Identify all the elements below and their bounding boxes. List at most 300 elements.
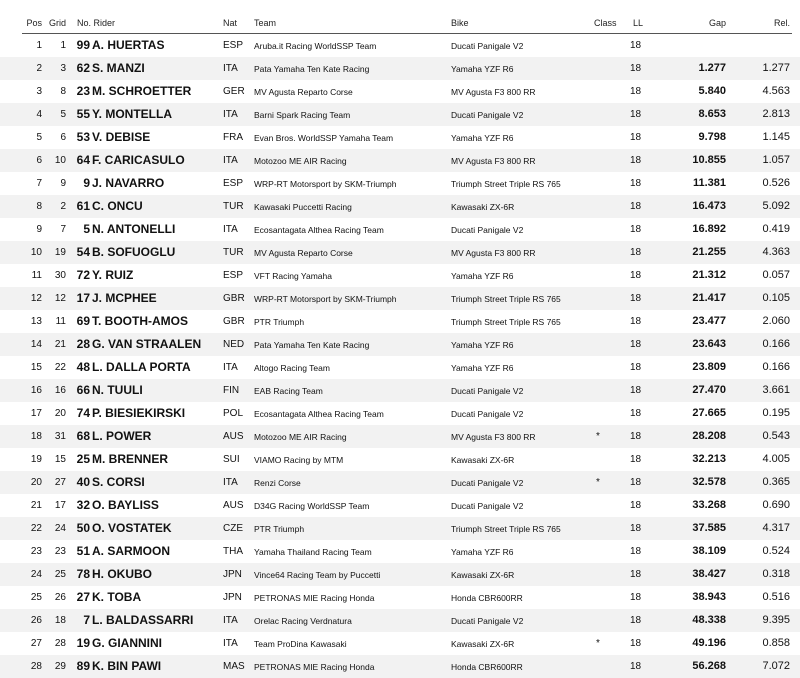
number-cell: 51	[76, 544, 90, 558]
table-row	[0, 402, 800, 425]
nat-cell: FRA	[223, 132, 243, 143]
pos-cell: 2	[36, 63, 42, 74]
nat-cell: TUR	[223, 247, 244, 258]
class-cell: *	[596, 431, 600, 442]
number-cell: 53	[76, 130, 90, 144]
rel-cell: 1.277	[762, 62, 790, 74]
table-header	[0, 16, 800, 32]
pos-cell: 15	[30, 362, 42, 373]
rider-name: A. SARMOON	[92, 544, 170, 558]
team-cell: PTR Triumph	[254, 317, 305, 327]
team-cell: Yamaha Thailand Racing Team	[254, 547, 372, 557]
team-cell: MV Agusta Reparto Corse	[254, 87, 353, 97]
nat-cell: JPN	[223, 592, 242, 603]
rel-cell: 0.690	[762, 499, 790, 511]
rider-name: S. CORSI	[92, 475, 145, 489]
table-row	[0, 632, 800, 655]
pos-cell: 18	[30, 431, 42, 442]
bike-cell: Yamaha YZF R6	[451, 133, 514, 143]
laps-cell: 18	[630, 155, 642, 166]
number-cell: 19	[76, 636, 90, 650]
pos-cell: 19	[30, 454, 42, 465]
bike-cell: Ducati Panigale V2	[451, 225, 524, 235]
gap-cell: 28.208	[692, 430, 726, 442]
rider-name: V. DEBISE	[92, 130, 151, 144]
gap-cell: 5.840	[698, 85, 726, 97]
pos-cell: 1	[36, 40, 42, 51]
laps-cell: 18	[630, 109, 642, 120]
laps-cell: 18	[630, 339, 642, 350]
pos-cell: 6	[36, 155, 42, 166]
grid-cell: 5	[60, 109, 66, 120]
number-cell: 74	[76, 406, 90, 420]
class-cell: *	[596, 477, 600, 488]
rider-name: N. TUULI	[92, 383, 143, 397]
table-row	[0, 379, 800, 402]
grid-cell: 26	[54, 592, 66, 603]
laps-cell: 18	[630, 224, 642, 235]
rel-cell: 3.661	[762, 384, 790, 396]
grid-cell: 24	[54, 523, 66, 534]
nat-cell: AUS	[223, 431, 244, 442]
pos-cell: 14	[30, 339, 42, 350]
rider-name: Y. MONTELLA	[92, 107, 172, 121]
header-pos: Pos	[26, 18, 42, 28]
table-row	[0, 126, 800, 149]
rel-cell: 0.526	[762, 177, 790, 189]
gap-cell: 9.798	[698, 131, 726, 143]
nat-cell: TUR	[223, 201, 244, 212]
table-row	[0, 195, 800, 218]
laps-cell: 18	[630, 201, 642, 212]
nat-cell: ITA	[223, 224, 238, 235]
gap-cell: 32.578	[692, 476, 726, 488]
grid-cell: 28	[54, 638, 66, 649]
table-row	[0, 494, 800, 517]
nat-cell: JPN	[223, 569, 242, 580]
rel-cell: 0.543	[762, 430, 790, 442]
grid-cell: 20	[54, 408, 66, 419]
rel-cell: 9.395	[762, 614, 790, 626]
rel-cell: 1.145	[762, 131, 790, 143]
rider-name: P. BIESIEKIRSKI	[92, 406, 186, 420]
grid-cell: 6	[60, 132, 66, 143]
rider-name: T. BOOTH-AMOS	[92, 314, 188, 328]
table-row	[0, 517, 800, 540]
bike-cell: Ducati Panigale V2	[451, 409, 524, 419]
laps-cell: 18	[630, 293, 642, 304]
header-team: Team	[254, 18, 277, 28]
nat-cell: ITA	[223, 155, 238, 166]
header-gap: Gap	[708, 18, 726, 28]
nat-cell: ESP	[223, 270, 244, 281]
bike-cell: Ducati Panigale V2	[451, 41, 524, 51]
grid-cell: 8	[60, 86, 66, 97]
rel-cell: 4.563	[762, 85, 790, 97]
rider-name: J. MCPHEE	[92, 291, 157, 305]
bike-cell: MV Agusta F3 800 RR	[451, 156, 536, 166]
gap-cell: 33.268	[692, 499, 726, 511]
rel-cell: 4.317	[762, 522, 790, 534]
number-cell: 54	[76, 245, 90, 259]
laps-cell: 18	[630, 638, 642, 649]
number-cell: 9	[83, 176, 90, 190]
bike-cell: Triumph Street Triple RS 765	[451, 317, 561, 327]
gap-cell: 21.312	[692, 269, 726, 281]
grid-cell: 29	[54, 661, 66, 672]
number-cell: 23	[76, 84, 90, 98]
team-cell: EAB Racing Team	[254, 386, 323, 396]
gap-cell: 10.855	[692, 154, 726, 166]
gap-cell: 56.268	[692, 660, 726, 672]
table-row	[0, 149, 800, 172]
laps-cell: 18	[630, 546, 642, 557]
bike-cell: Ducati Panigale V2	[451, 478, 524, 488]
nat-cell: GER	[223, 86, 245, 97]
grid-cell: 23	[54, 546, 66, 557]
gap-cell: 37.585	[692, 522, 726, 534]
table-row	[0, 425, 800, 448]
pos-cell: 22	[30, 523, 42, 534]
pos-cell: 10	[30, 247, 42, 258]
header-class: Class	[594, 18, 617, 28]
grid-cell: 18	[54, 615, 66, 626]
nat-cell: ESP	[223, 178, 244, 189]
table-row	[0, 356, 800, 379]
table-row	[0, 103, 800, 126]
bike-cell: MV Agusta F3 800 RR	[451, 432, 536, 442]
gap-cell: 38.427	[692, 568, 726, 580]
table-row	[0, 34, 800, 57]
table-row	[0, 333, 800, 356]
table-row	[0, 540, 800, 563]
nat-cell: NED	[223, 339, 245, 350]
grid-cell: 7	[60, 224, 66, 235]
bike-cell: Ducati Panigale V2	[451, 386, 524, 396]
number-cell: 99	[76, 38, 90, 52]
number-cell: 66	[76, 383, 90, 397]
laps-cell: 18	[630, 500, 642, 511]
nat-cell: ITA	[223, 615, 238, 626]
team-cell: Renzi Corse	[254, 478, 301, 488]
rider-name: K. BIN PAWI	[92, 659, 162, 673]
rider-name: B. SOFUOGLU	[92, 245, 176, 259]
header-rel: Rel.	[773, 18, 790, 28]
laps-cell: 18	[630, 477, 642, 488]
laps-cell: 18	[630, 408, 642, 419]
grid-cell: 21	[54, 339, 66, 350]
rel-cell: 4.005	[762, 453, 790, 465]
rel-cell: 4.363	[762, 246, 790, 258]
bike-cell: Yamaha YZF R6	[451, 340, 514, 350]
team-cell: D34G Racing WorldSSP Team	[254, 501, 370, 511]
team-cell: Aruba.it Racing WorldSSP Team	[254, 41, 377, 51]
team-cell: VFT Racing Yamaha	[254, 271, 332, 281]
gap-cell: 48.338	[692, 614, 726, 626]
team-cell: Motozoo ME AIR Racing	[254, 432, 347, 442]
number-cell: 17	[76, 291, 90, 305]
laps-cell: 18	[630, 316, 642, 327]
gap-cell: 11.381	[692, 177, 726, 189]
gap-cell: 27.665	[692, 407, 726, 419]
laps-cell: 18	[630, 661, 642, 672]
rel-cell: 5.092	[762, 200, 790, 212]
rel-cell: 0.195	[762, 407, 790, 419]
number-cell: 7	[83, 613, 90, 627]
team-cell: PETRONAS MIE Racing Honda	[254, 662, 375, 672]
number-cell: 64	[76, 153, 90, 167]
pos-cell: 23	[30, 546, 42, 557]
table-row	[0, 609, 800, 632]
number-cell: 28	[76, 337, 90, 351]
grid-cell: 30	[54, 270, 66, 281]
table-row	[0, 264, 800, 287]
gap-cell: 23.643	[692, 338, 726, 350]
pos-cell: 16	[30, 385, 42, 396]
gap-cell: 8.653	[698, 108, 726, 120]
pos-cell: 24	[30, 569, 42, 580]
nat-cell: ITA	[223, 638, 238, 649]
bike-cell: Kawasaki ZX-6R	[451, 570, 515, 580]
laps-cell: 18	[630, 569, 642, 580]
grid-cell: 3	[60, 63, 66, 74]
table-row	[0, 471, 800, 494]
grid-cell: 27	[54, 477, 66, 488]
rider-name: L. BALDASSARRI	[92, 613, 194, 627]
rel-cell: 0.105	[762, 292, 790, 304]
class-cell: *	[596, 638, 600, 649]
number-cell: 25	[76, 452, 90, 466]
laps-cell: 18	[630, 592, 642, 603]
gap-cell: 21.417	[692, 292, 726, 304]
nat-cell: ITA	[223, 109, 238, 120]
laps-cell: 18	[630, 385, 642, 396]
table-row	[0, 80, 800, 103]
gap-cell: 16.892	[692, 223, 726, 235]
laps-cell: 18	[630, 178, 642, 189]
number-cell: 61	[76, 199, 90, 213]
table-row	[0, 241, 800, 264]
number-cell: 68	[76, 429, 90, 443]
laps-cell: 18	[630, 270, 642, 281]
laps-cell: 18	[630, 454, 642, 465]
rider-name: M. SCHROETTER	[92, 84, 192, 98]
pos-cell: 21	[30, 500, 42, 511]
gap-cell: 1.277	[698, 62, 726, 74]
number-cell: 48	[76, 360, 90, 374]
team-cell: VIAMO Racing by MTM	[254, 455, 344, 465]
rel-cell: 0.516	[762, 591, 790, 603]
pos-cell: 8	[36, 201, 42, 212]
nat-cell: CZE	[223, 523, 243, 534]
number-cell: 40	[76, 475, 90, 489]
bike-cell: Triumph Street Triple RS 765	[451, 294, 561, 304]
pos-cell: 25	[30, 592, 42, 603]
gap-cell: 38.109	[692, 545, 726, 557]
table-row	[0, 563, 800, 586]
rider-name: H. OKUBO	[92, 567, 152, 581]
rider-name: S. MANZI	[92, 61, 145, 75]
header-grid: Grid	[48, 18, 66, 28]
bike-cell: Honda CBR600RR	[451, 593, 523, 603]
laps-cell: 18	[630, 86, 642, 97]
number-cell: 5	[83, 222, 90, 236]
pos-cell: 13	[30, 316, 42, 327]
team-cell: Orelac Racing Verdnatura	[254, 616, 352, 626]
rel-cell: 0.524	[762, 545, 790, 557]
gap-cell: 23.477	[692, 315, 726, 327]
table-row	[0, 57, 800, 80]
gap-cell: 32.213	[692, 453, 726, 465]
rel-cell: 1.057	[762, 154, 790, 166]
grid-cell: 25	[54, 569, 66, 580]
rider-name: K. TOBA	[92, 590, 142, 604]
grid-cell: 9	[60, 178, 66, 189]
rel-cell: 7.072	[762, 660, 790, 672]
nat-cell: MAS	[223, 661, 245, 672]
gap-cell: 21.255	[692, 246, 726, 258]
team-cell: Team ProDina Kawasaki	[254, 639, 347, 649]
grid-cell: 16	[54, 385, 66, 396]
grid-cell: 31	[54, 431, 66, 442]
pos-cell: 7	[36, 178, 42, 189]
bike-cell: Kawasaki ZX-6R	[451, 639, 515, 649]
rel-cell: 0.858	[762, 637, 790, 649]
rider-name: C. ONCU	[92, 199, 143, 213]
bike-cell: Honda CBR600RR	[451, 662, 523, 672]
bike-cell: Yamaha YZF R6	[451, 64, 514, 74]
team-cell: Motozoo ME AIR Racing	[254, 156, 347, 166]
number-cell: 55	[76, 107, 90, 121]
bike-cell: Ducati Panigale V2	[451, 616, 524, 626]
number-cell: 69	[76, 314, 90, 328]
bike-cell: Triumph Street Triple RS 765	[451, 179, 561, 189]
rel-cell: 0.318	[762, 568, 790, 580]
laps-cell: 18	[630, 40, 642, 51]
pos-cell: 28	[30, 661, 42, 672]
rel-cell: 2.060	[762, 315, 790, 327]
rider-name: G. GIANNINI	[92, 636, 163, 650]
team-cell: Kawasaki Puccetti Racing	[254, 202, 352, 212]
results-table	[0, 34, 800, 678]
team-cell: Vince64 Racing Team by Puccetti	[254, 570, 381, 580]
grid-cell: 17	[54, 500, 66, 511]
rel-cell: 0.365	[762, 476, 790, 488]
bike-cell: Ducati Panigale V2	[451, 501, 524, 511]
rel-cell: 0.166	[762, 338, 790, 350]
nat-cell: ITA	[223, 362, 238, 373]
team-cell: WRP-RT Motorsport by SKM-Triumph	[254, 294, 397, 304]
bike-cell: Yamaha YZF R6	[451, 547, 514, 557]
nat-cell: SUI	[223, 454, 240, 465]
team-cell: Ecosantagata Althea Racing Team	[254, 409, 384, 419]
rider-name: O. BAYLISS	[92, 498, 159, 512]
team-cell: Ecosantagata Althea Racing Team	[254, 225, 384, 235]
laps-cell: 18	[630, 63, 642, 74]
number-cell: 62	[76, 61, 90, 75]
rider-name: L. DALLA PORTA	[92, 360, 191, 374]
rider-name: L. POWER	[92, 429, 152, 443]
grid-cell: 12	[54, 293, 66, 304]
nat-cell: AUS	[223, 500, 244, 511]
nat-cell: FIN	[223, 385, 240, 396]
bike-cell: Kawasaki ZX-6R	[451, 202, 515, 212]
table-row	[0, 448, 800, 471]
grid-cell: 19	[54, 247, 66, 258]
laps-cell: 18	[630, 523, 642, 534]
bike-cell: MV Agusta F3 800 RR	[451, 248, 536, 258]
nat-cell: ESP	[223, 40, 244, 51]
team-cell: PTR Triumph	[254, 524, 305, 534]
rider-name: M. BRENNER	[92, 452, 169, 466]
gap-cell: 23.809	[692, 361, 726, 373]
team-cell: Barni Spark Racing Team	[254, 110, 351, 120]
grid-cell: 1	[60, 40, 66, 51]
grid-cell: 10	[54, 155, 66, 166]
laps-cell: 18	[630, 247, 642, 258]
grid-cell: 11	[55, 316, 66, 327]
number-cell: 78	[76, 567, 90, 581]
laps-cell: 18	[630, 362, 642, 373]
gap-cell: 38.943	[692, 591, 726, 603]
team-cell: PETRONAS MIE Racing Honda	[254, 593, 375, 603]
table-row	[0, 586, 800, 609]
gap-cell: 27.470	[692, 384, 726, 396]
number-cell: 72	[76, 268, 90, 282]
nat-cell: ITA	[223, 63, 238, 74]
table-row	[0, 218, 800, 241]
nat-cell: GBR	[223, 316, 245, 327]
bike-cell: MV Agusta F3 800 RR	[451, 87, 536, 97]
team-cell: WRP-RT Motorsport by SKM-Triumph	[254, 179, 397, 189]
rel-cell: 0.166	[762, 361, 790, 373]
team-cell: Altogo Racing Team	[254, 363, 330, 373]
rider-name: Y. RUIZ	[92, 268, 134, 282]
laps-cell: 18	[630, 615, 642, 626]
table-row	[0, 287, 800, 310]
rel-cell: 0.419	[762, 223, 790, 235]
bike-cell: Yamaha YZF R6	[451, 363, 514, 373]
pos-cell: 27	[30, 638, 42, 649]
pos-cell: 12	[30, 293, 42, 304]
pos-cell: 4	[36, 109, 42, 120]
rider-name: J. NAVARRO	[92, 176, 165, 190]
header-bike: Bike	[451, 18, 469, 28]
table-row	[0, 310, 800, 333]
pos-cell: 26	[30, 615, 42, 626]
team-cell: MV Agusta Reparto Corse	[254, 248, 353, 258]
bike-cell: Kawasaki ZX-6R	[451, 455, 515, 465]
nat-cell: ITA	[223, 477, 238, 488]
pos-cell: 5	[36, 132, 42, 143]
number-cell: 89	[76, 659, 90, 673]
team-cell: Evan Bros. WorldSSP Yamaha Team	[254, 133, 394, 143]
number-cell: 32	[76, 498, 90, 512]
rider-name: O. VOSTATEK	[92, 521, 172, 535]
table-row	[0, 172, 800, 195]
bike-cell: Triumph Street Triple RS 765	[451, 524, 561, 534]
pos-cell: 20	[30, 477, 42, 488]
pos-cell: 17	[30, 408, 42, 419]
header-ll: LL	[633, 18, 644, 28]
rider-name: A. HUERTAS	[92, 38, 165, 52]
team-cell: Pata Yamaha Ten Kate Racing	[254, 64, 370, 74]
rider-name: G. VAN STRAALEN	[92, 337, 202, 351]
bike-cell: Ducati Panigale V2	[451, 110, 524, 120]
pos-cell: 3	[36, 86, 42, 97]
bike-cell: Yamaha YZF R6	[451, 271, 514, 281]
pos-cell: 11	[31, 270, 42, 281]
